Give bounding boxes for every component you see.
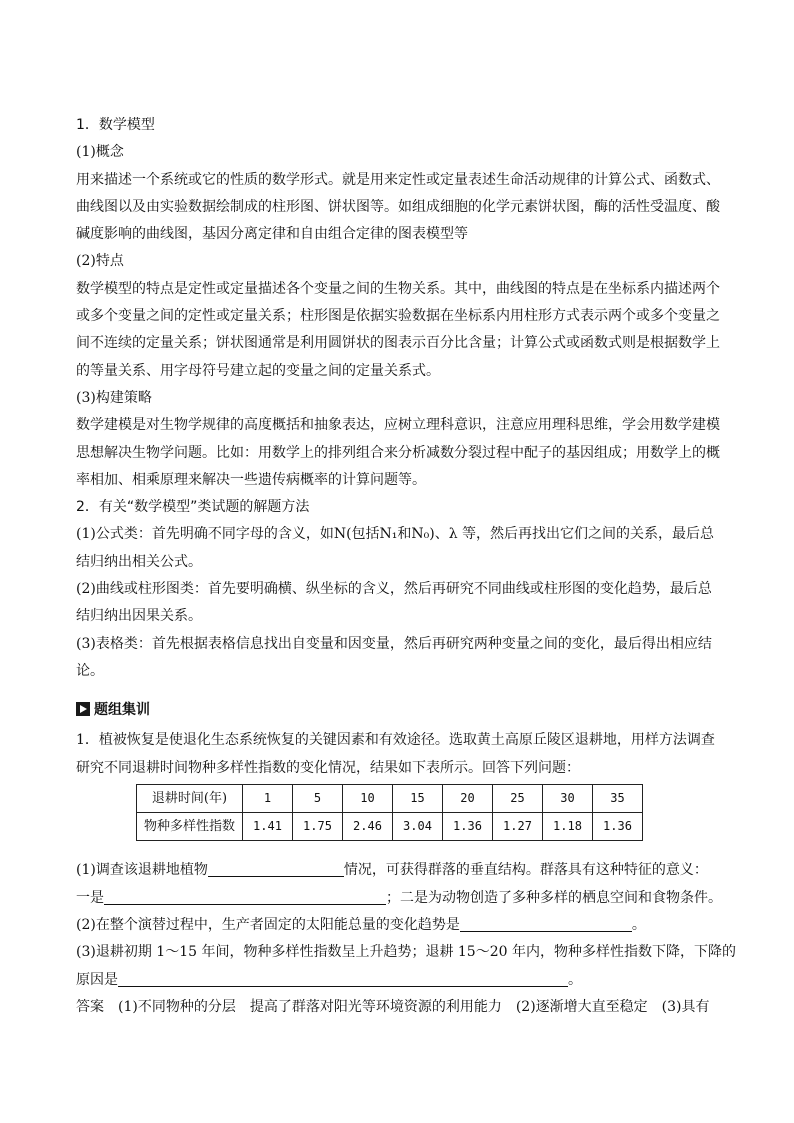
table-cell: 1.41	[243, 813, 293, 841]
question-text: (1)调查该退耕地植物	[76, 862, 208, 879]
table-cell: 3.04	[393, 813, 443, 841]
table-cell: 30	[543, 784, 593, 812]
table-row-index	[137, 813, 643, 841]
table-cell: 1	[243, 784, 293, 812]
paragraph-line: 率相加、相乘原理来解决一些遗传病概率的计算问题等。	[76, 471, 426, 488]
question-line: 研究不同退耕时间物种多样性指数的变化情况，结果如下表所示。回答下列问题：	[76, 759, 580, 776]
subheading-strategy: (3)构建策略	[76, 389, 152, 406]
group-heading	[76, 697, 718, 723]
answer-blank[interactable]	[208, 860, 344, 877]
section-title-methods: 2．有关“数学模型”类试题的解题方法	[76, 499, 310, 516]
answer-blank[interactable]	[118, 970, 568, 987]
paragraph-line: 碱度影响的曲线图，基因分离定律和自由组合定律的图表模型等	[76, 226, 468, 243]
subheading-features: (2)特点	[76, 253, 124, 270]
paragraph-line: 数学建模是对生物学规律的高度概括和抽象表达，应树立理科意识，注意应用理科思维，学会用数学建模	[76, 417, 720, 434]
table-header-cell: 退耕时间(年)	[137, 784, 243, 812]
question-text: 。	[568, 971, 582, 988]
table-cell: 2.46	[343, 813, 393, 841]
table-cell: 1.36	[593, 813, 643, 841]
table-cell: 25	[493, 784, 543, 812]
method-table-line: (3)表格类：首先根据表格信息找出自变量和因变量，然后再研究两种变量之间的变化，最后得出相应结	[76, 635, 712, 652]
subheading-concept: (1)概念	[76, 144, 124, 161]
method-table-line: 论。	[76, 662, 104, 679]
paragraph-line: 思想解决生物学问题。比如：用数学上的排列组合来分析减数分裂过程中配子的基因组成；用数学上的概	[76, 444, 720, 461]
question-text: (2)在整个演替过程中，生产者固定的太阳能总量的变化趋势是	[76, 917, 460, 934]
method-curve-line: (2)曲线或柱形图类：首先要明确横、纵坐标的含义，然后再研究不同曲线或柱形图的变化趋势，最后总	[76, 581, 712, 598]
paragraph-line: 用来描述一个系统或它的性质的数学形式。就是用来定性或定量表述生命活动规律的计算公式、函数式、	[76, 171, 720, 188]
diversity-table	[136, 784, 643, 842]
table-header-cell: 物种多样性指数	[137, 813, 243, 841]
question-line: 1．植被恢复是使退化生态系统恢复的关键因素和有效途径。选取黄土高原丘陵区退耕地，用样方法调查	[76, 732, 715, 749]
table-cell: 20	[443, 784, 493, 812]
paragraph-line: 的等量关系、用字母符号建立起的变量之间的定量关系式。	[76, 362, 440, 379]
table-cell: 1.18	[543, 813, 593, 841]
question-part-2	[76, 912, 718, 939]
method-formula-line: 结归纳出相关公式。	[76, 553, 202, 570]
paragraph-line: 曲线图以及由实验数据绘制成的柱形图、饼状图等。如组成细胞的化学元素饼状图，酶的活性受温度、酸	[76, 198, 720, 215]
table-cell: 5	[293, 784, 343, 812]
answer-blank[interactable]	[460, 915, 632, 932]
paragraph-line: 或多个变量之间的定性或定量关系；柱形图是依据实验数据在坐标系内用柱形方式表示两个或多个变量之	[76, 308, 720, 325]
table-cell: 1.27	[493, 813, 543, 841]
table-cell: 35	[593, 784, 643, 812]
paragraph-line: 数学模型的特点是定性或定量描述各个变量之间的生物关系。其中，曲线图的特点是在坐标系内描述两个	[76, 280, 720, 297]
answer-blank[interactable]	[104, 888, 386, 905]
question-part-1	[76, 857, 718, 884]
question-text: 情况，可获得群落的垂直结构。群落具有这种特征的意义：	[343, 862, 708, 879]
group-heading-text: 题组集训	[94, 702, 150, 719]
table-cell: 1.75	[293, 813, 343, 841]
table-cell: 15	[393, 784, 443, 812]
method-formula-line: (1)公式类：首先明确不同字母的含义，如N(包括N₁和N₀)、λ 等，然后再找出它们之间的关系，最后总	[76, 526, 715, 543]
method-curve-line: 结归纳出因果关系。	[76, 608, 202, 625]
question-text: ；二是为动物创造了多种多样的栖息空间和食物条件。	[386, 889, 722, 906]
table-row-years	[137, 784, 643, 812]
question-text: 。	[631, 917, 646, 934]
question-part-3: (3)退耕初期 1～15 年间，物种多样性指数呈上升趋势；退耕 15～20 年内，物种多样性指数下降，下降的	[76, 944, 736, 961]
question-part-3b	[76, 967, 718, 994]
answer-line: 答案 (1)不同物种的分层 提高了群落对阳光等环境资源的利用能力 (2)逐渐增大直至稳定 (3)具有	[76, 998, 710, 1015]
paragraph-line: 间不连续的定量关系；饼状图通常是利用圆饼状的图表示百分比含量；计算公式或函数式则是根据数学上	[76, 335, 720, 352]
play-triangle-icon	[76, 702, 90, 716]
table-cell: 10	[343, 784, 393, 812]
question-text: 一是	[76, 889, 104, 906]
section-title-math-model: 1．数学模型	[76, 117, 155, 133]
document-page	[76, 112, 736, 1021]
question-part-1b	[76, 885, 722, 912]
table-cell: 1.36	[443, 813, 493, 841]
question-text: 原因是	[76, 971, 118, 988]
